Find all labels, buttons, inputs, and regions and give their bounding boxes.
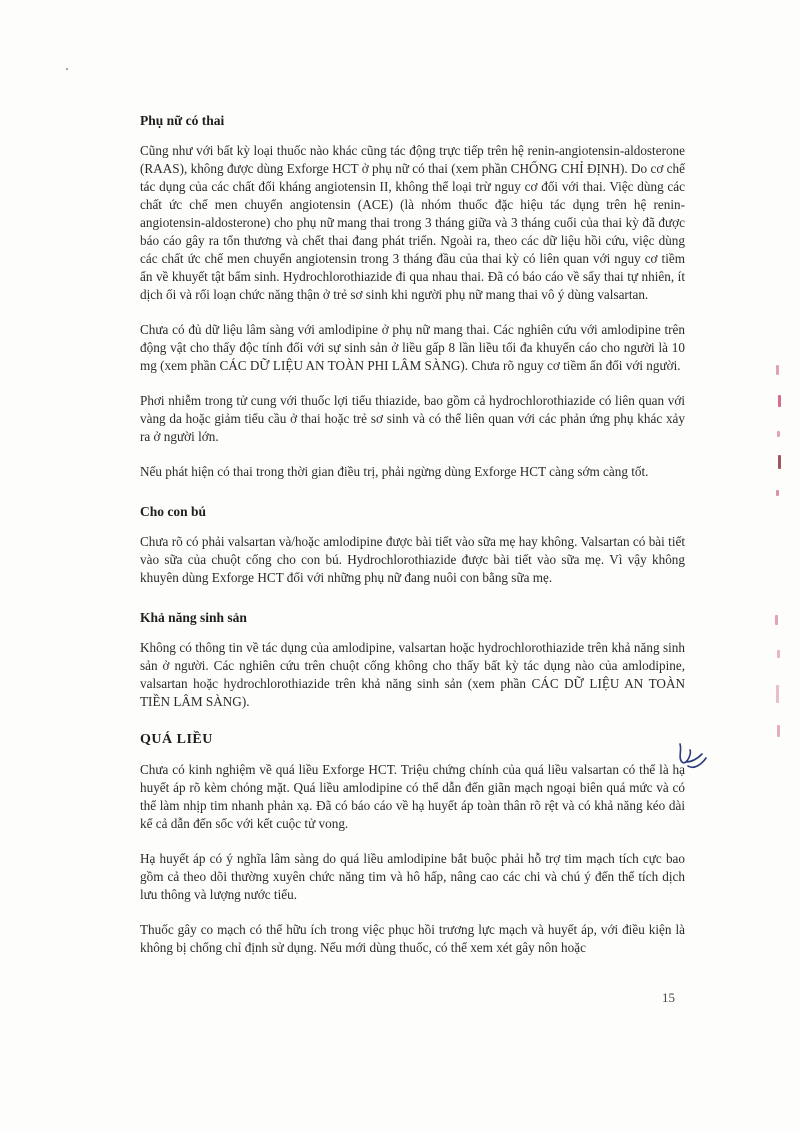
overdose-paragraph-1: Chưa có kinh nghiệm về quá liều Exforge HCT. Triệu chứng chính của quá liều valsartan có thể là hạ huyết áp rõ kèm chóng mặt. Quá liều amlodipine có thể dẫn đến giãn mạch ngoại biên quá mức và có thể làm nhịp tim nhanh phản xạ. Đã có báo cáo về hạ huyết áp toàn thân rõ rệt và có khả năng kéo dài kể cả dẫn đến sốc với kết cuộc tử vong. xyxy=(140,762,685,831)
overdose-paragraph-2: Hạ huyết áp có ý nghĩa lâm sàng do quá liều amlodipine bắt buộc phải hỗ trợ tim mạch tích cực bao gồm cả theo dõi thường xuyên chức năng tim và hô hấp, nâng cao các chi và chú ý đến thể tích dịch lưu thông và lượng nước tiểu. xyxy=(140,851,685,902)
overdose-paragraph-3: Thuốc gây co mạch có thể hữu ích trong việc phục hồi trương lực mạch và huyết áp, với điều kiện là không bị chống chỉ định sử dụng. Nếu mới dùng thuốc, có thể xem xét gây nôn hoặc xyxy=(140,922,685,955)
heading-fertility: Khả năng sinh sản xyxy=(140,610,247,625)
pregnancy-paragraph-2: Chưa có đủ dữ liệu lâm sàng với amlodipine ở phụ nữ mang thai. Các nghiên cứu với amlodipine trên động vật cho thấy độc tính đối với sự sinh sản ở liều gấp 8 lần liều tối đa khuyến cáo cho người là 10 mg (xem phần CÁC DỮ LIỆU AN TOÀN PHI LÂM SÀNG). Chưa rõ nguy cơ tiềm ẩn đối với người. xyxy=(140,322,685,373)
heading-overdose: QUÁ LIỀU xyxy=(140,732,213,747)
breastfeeding-paragraph-1: Chưa rõ có phải valsartan và/hoặc amlodipine được bài tiết vào sữa mẹ hay không. Valsartan có bài tiết vào sữa của chuột cống cho con bú. Hydrochlorothiazide được bài tiết vào sữa mẹ. Vì vậy không khuyên dùng Exforge HCT đối với những phụ nữ đang nuôi con bằng sữa mẹ. xyxy=(140,534,685,585)
document-body xyxy=(140,112,685,974)
heading-breastfeeding: Cho con bú xyxy=(140,504,207,519)
pregnancy-paragraph-3: Phơi nhiễm trong tử cung với thuốc lợi tiểu thiazide, bao gồm cả hydrochlorothiazide có liên quan với vàng da hoặc giảm tiểu cầu ở thai hoặc trẻ sơ sinh và có thể liên quan với các phản ứng phụ khác xảy ra ở người lớn. xyxy=(140,393,685,444)
page-number: 15 xyxy=(662,990,675,1005)
heading-pregnancy: Phụ nữ có thai xyxy=(140,113,225,128)
handwritten-initials xyxy=(672,740,712,774)
pregnancy-paragraph-1: Cũng như với bất kỳ loại thuốc nào khác cũng tác động trực tiếp trên hệ renin-angiotensin-aldosterone (RAAS), không được dùng Exforge HCT ở phụ nữ có thai (xem phần CHỐNG CHỈ ĐỊNH). Do cơ chế tác dụng của các chất đối kháng angiotensin II, không thể loại trừ nguy cơ đối với thai. Việc dùng các chất ức chế men chuyển angiotensin (ACE) (là nhóm thuốc đặc hiệu tác dụng trên hệ renin-angiotensin-aldosterone) cho phụ nữ mang thai trong 3 tháng giữa và 3 tháng cuối của thai kỳ đã được báo cáo gây ra tổn thương và chết thai đang phát triển. Ngoài ra, theo các dữ liệu hồi cứu, việc dùng các chất ức chế men chuyển angiotensin trong 3 tháng đầu của thai kỳ có liên quan với nguy cơ tiềm ẩn về khuyết tật bẩm sinh. Hydrochlorothiazide đi qua nhau thai. Đã có báo cáo về sẩy thai tự nhiên, ít dịch ối và rối loạn chức năng thận ở trẻ sơ sinh khi người phụ nữ mang thai vô ý dùng valsartan. xyxy=(140,143,685,302)
pregnancy-paragraph-4: Nếu phát hiện có thai trong thời gian điều trị, phải ngừng dùng Exforge HCT càng sớm càng tốt. xyxy=(140,464,649,479)
margin-scan-marks xyxy=(770,365,790,745)
scan-dot xyxy=(66,68,68,70)
fertility-paragraph-1: Không có thông tin về tác dụng của amlodipine, valsartan hoặc hydrochlorothiazide trên khả năng sinh sản ở người. Các nghiên cứu trên chuột cống không cho thấy bất kỳ tác dụng nào của amlodipine, valsartan hoặc hydrochlorothiazide trên khả năng sinh sản (xem phần CÁC DỮ LIỆU AN TOÀN TIỀN LÂM SÀNG). xyxy=(140,640,685,709)
